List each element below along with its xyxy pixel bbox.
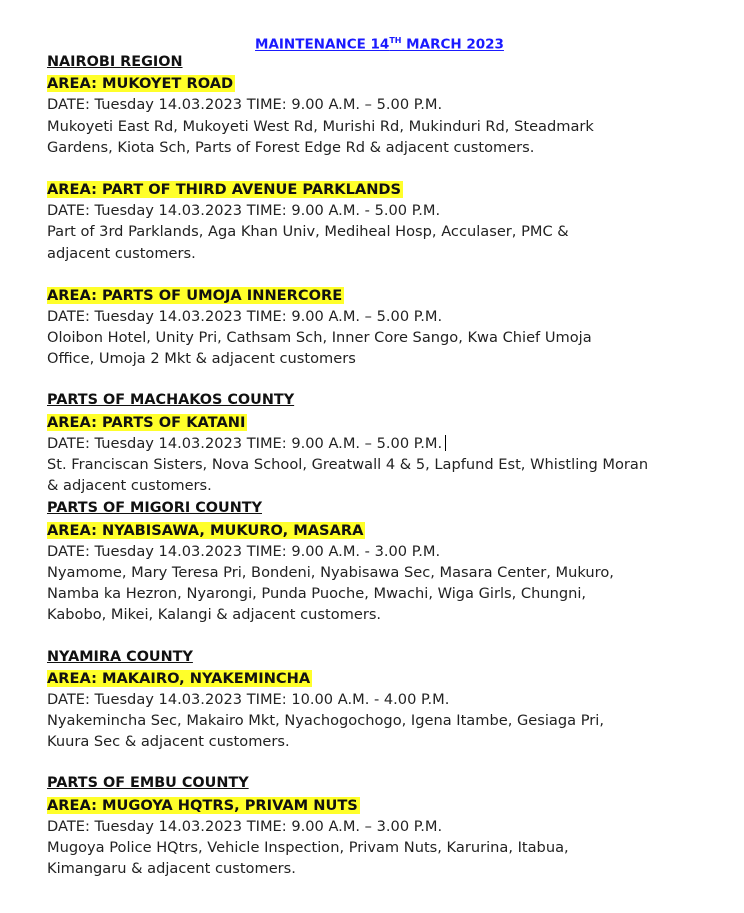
area-detail-line: Namba ka Hezron, Nyarongi, Punda Puoche, Mwachi, Wiga Girls, Chungni, [47, 585, 587, 603]
date-line: DATE: Tuesday 14.03.2023 TIME: 9.00 A.M. – 3.00 P.M. [47, 817, 443, 835]
date-line: DATE: Tuesday 14.03.2023 TIME: 9.00 A.M. – 5.00 P.M. [47, 96, 443, 114]
text-cursor [445, 435, 446, 451]
area-heading: AREA: PARTS OF UMOJA INNERCORE [47, 286, 343, 304]
region-heading: PARTS OF MACHAKOS COUNTY [47, 392, 295, 409]
area-heading: AREA: MUKOYET ROAD [47, 75, 234, 93]
region-heading: PARTS OF EMBU COUNTY [47, 775, 249, 792]
area-detail-line: Gardens, Kiota Sch, Parts of Forest Edge Rd & adjacent customers. [47, 138, 535, 156]
date-line: DATE: Tuesday 14.03.2023 TIME: 9.00 A.M. – 5.00 P.M. [47, 307, 443, 325]
area-detail-line: Kuura Sec & adjacent customers. [47, 733, 290, 751]
page-title [72, 30, 687, 52]
area-heading: AREA: MUGOYA HQTRS, PRIVAM NUTS [47, 796, 358, 814]
title-superscript: TH [389, 36, 402, 45]
section-parklands [47, 179, 687, 264]
date-line: DATE: Tuesday 14.03.2023 TIME: 9.00 A.M. - 5.00 P.M. [47, 202, 441, 220]
document-page [47, 30, 687, 879]
section-umoja [47, 285, 687, 370]
date-line: DATE: Tuesday 14.03.2023 TIME: 10.00 A.M. - 4.00 P.M. [47, 690, 450, 708]
area-heading: AREA: PARTS OF KATANI [47, 413, 246, 431]
area-detail-line: Kabobo, Mikei, Kalangi & adjacent customers. [47, 606, 382, 624]
area-detail-line: Mukoyeti East Rd, Mukoyeti West Rd, Murishi Rd, Mukinduri Rd, Steadmark [47, 117, 594, 135]
area-detail-line: Part of 3rd Parklands, Aga Khan Univ, Mediheal Hosp, Acculaser, PMC & [47, 223, 569, 241]
section-machakos [47, 390, 687, 496]
area-heading: AREA: MAKAIRO, NYAKEMINCHA [47, 669, 311, 687]
area-detail-line: Office, Umoja 2 Mkt & adjacent customers [47, 350, 356, 368]
region-heading: PARTS OF MIGORI COUNTY [47, 500, 262, 517]
region-heading: NYAMIRA COUNTY [47, 648, 193, 665]
area-detail-line: Nyamome, Mary Teresa Pri, Bondeni, Nyabisawa Sec, Masara Center, Mukuro, [47, 563, 614, 581]
region-heading: NAIROBI REGION [47, 54, 183, 70]
area-detail-line: adjacent customers. [47, 244, 196, 262]
section-nyamira [47, 647, 687, 753]
section-migori [47, 498, 687, 625]
area-heading: AREA: PART OF THIRD AVENUE PARKLANDS [47, 180, 402, 198]
date-line: DATE: Tuesday 14.03.2023 TIME: 9.00 A.M. – 5.00 P.M. [47, 433, 687, 454]
area-detail-line: Kimangaru & adjacent customers. [47, 860, 296, 878]
area-detail-line: & adjacent customers. [47, 477, 212, 495]
area-detail-line: Nyakemincha Sec, Makairo Mkt, Nyachogochogo, Igena Itambe, Gesiaga Pri, [47, 712, 604, 730]
date-line: DATE: Tuesday 14.03.2023 TIME: 9.00 A.M. - 3.00 P.M. [47, 542, 441, 560]
title-suffix: MARCH 2023 [401, 36, 504, 53]
area-detail-line: Oloibon Hotel, Unity Pri, Cathsam Sch, Inner Core Sango, Kwa Chief Umoja [47, 329, 592, 347]
section-nairobi [47, 52, 687, 158]
area-heading: AREA: NYABISAWA, MUKURO, MASARA [47, 521, 364, 539]
section-embu [47, 773, 687, 879]
area-detail-line: St. Franciscan Sisters, Nova School, Greatwall 4 & 5, Lapfund Est, Whistling Moran [47, 456, 649, 473]
title-prefix: MAINTENANCE 14 [255, 36, 390, 53]
area-detail-line: Mugoya Police HQtrs, Vehicle Inspection, Privam Nuts, Karurina, Itabua, [47, 839, 569, 856]
